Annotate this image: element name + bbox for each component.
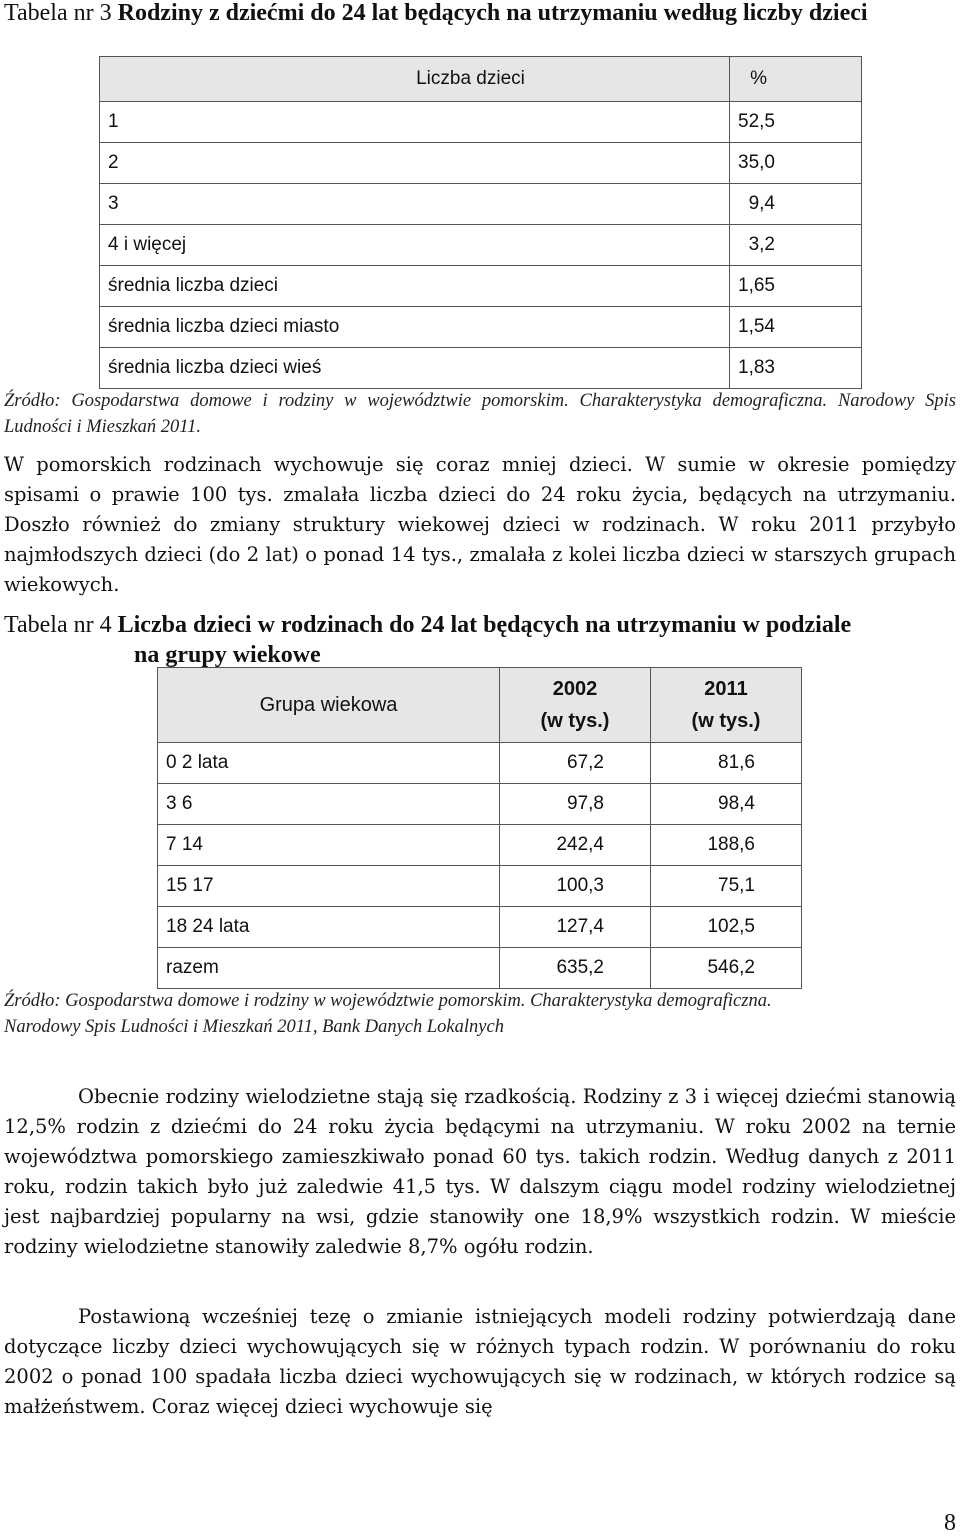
table-row xyxy=(100,266,862,307)
paragraph-3-text: Postawioną wcześniej tezę o zmianie istniejących modeli rodziny potwierdzają dane dotyczące liczby dzieci wychowujących się w różnych typach rodzin. W porównaniu do roku 2002 o ponad 100 spadała liczba dzieci wychowujących się w rodzinach, w których rodzice są małżeństwem. Coraz więcej dzieci wychowuje się xyxy=(4,1305,956,1418)
table3-header-percent: % xyxy=(730,57,862,102)
table-cell: 2 xyxy=(100,143,730,184)
table-row xyxy=(100,307,862,348)
table-cell: 97,8 xyxy=(500,784,651,825)
table4-header-group: Grupa wiekowa xyxy=(158,668,500,743)
table-row xyxy=(100,348,862,389)
paragraph-2-text: Obecnie rodziny wielodzietne stają się rzadkością. Rodziny z 3 i więcej dziećmi stanowią 12,5% rodzin z dziećmi do 24 roku życia będącymi na utrzymaniu. W roku 2002 na ternie województwa pomorskiego zamieszkiwało ponad 60 tys. takich rodzin. Według danych z 2011 roku, rodzin takich było już zaledwie 41,5 tys. W dalszym ciągu model rodziny wielodzietnej jest najbardziej popularny na wsi, gdzie stanowiły one 18,9% wszystkich rodzin. W mieście rodziny wielodzietne stanowiły zaledwie 8,7% ogółu rodzin. xyxy=(4,1085,956,1258)
table-cell: 1,83 xyxy=(730,348,862,389)
year-label: 2011 xyxy=(704,678,748,700)
paragraph-3 xyxy=(4,1302,956,1422)
table-cell: 15 17 xyxy=(158,866,500,907)
table-cell: 7 14 xyxy=(158,825,500,866)
table4-caption-prefix: Tabela nr 4 xyxy=(4,612,118,638)
unit-label: (w tys.) xyxy=(540,710,610,732)
table-row xyxy=(158,825,802,866)
unit-label: (w tys.) xyxy=(691,710,761,732)
table-cell: 102,5 xyxy=(651,907,802,948)
table-cell: 1 xyxy=(100,102,730,143)
table-row xyxy=(158,743,802,784)
table-row xyxy=(158,907,802,948)
table3-source: Źródło: Gospodarstwa domowe i rodziny w województwie pomorskim. Charakterystyka demograficzna. Narodowy Spis Ludności i Mieszkań 2011. xyxy=(4,391,956,437)
paragraph-1: W pomorskich rodzinach wychowuje się coraz mniej dzieci. W sumie w okresie pomiędzy spisami o prawie 100 tys. zmalała liczba dzieci do 24 roku życia, będących na utrzymaniu. Doszło również do zmiany struktury wiekowej dzieci w rodzinach. W roku 2011 przybyło najmłodszych dzieci (do 2 lat) o ponad 14 tys., zmalała z kolei liczba dzieci w starszych grupach wiekowych. xyxy=(4,453,956,596)
table-cell: 35,0 xyxy=(730,143,862,184)
table-cell: 52,5 xyxy=(730,102,862,143)
table-cell: średnia liczba dzieci miasto xyxy=(100,307,730,348)
table3-header-count: Liczba dzieci xyxy=(100,57,730,102)
table-cell: 3 xyxy=(100,184,730,225)
table3-caption-prefix: Tabela nr 3 xyxy=(4,0,118,26)
table4-source-line1: Źródło: Gospodarstwa domowe i rodziny w województwie pomorskim. Charakterystyka demograficzna. xyxy=(4,991,772,1011)
table4-caption-title-line2: na grupy wiekowe xyxy=(134,642,321,668)
table-cell: 18 24 lata xyxy=(158,907,500,948)
table-cell: średnia liczba dzieci wieś xyxy=(100,348,730,389)
table3-caption xyxy=(4,0,956,29)
table-row xyxy=(100,225,862,266)
table4-caption xyxy=(4,610,956,641)
table3 xyxy=(99,56,862,389)
table4-header-2002 xyxy=(500,668,651,743)
table-row xyxy=(100,143,862,184)
table-cell: razem xyxy=(158,948,500,989)
table-cell: 1,65 xyxy=(730,266,862,307)
table-cell: średnia liczba dzieci xyxy=(100,266,730,307)
table-cell: 67,2 xyxy=(500,743,651,784)
table-cell: 75,1 xyxy=(651,866,802,907)
table-cell: 546,2 xyxy=(651,948,802,989)
table-cell: 4 i więcej xyxy=(100,225,730,266)
table3-caption-title: Rodziny z dziećmi do 24 lat będących na utrzymaniu według liczby dzieci xyxy=(117,0,868,26)
page-number: 8 xyxy=(944,1510,956,1536)
table-cell: 3,2 xyxy=(730,225,862,266)
table-row xyxy=(100,102,862,143)
table-cell: 9,4 xyxy=(730,184,862,225)
table4-header-row xyxy=(158,668,802,743)
table-cell: 242,4 xyxy=(500,825,651,866)
year-label: 2002 xyxy=(552,678,598,700)
table-cell: 0 2 lata xyxy=(158,743,500,784)
table-cell: 188,6 xyxy=(651,825,802,866)
paragraph-2 xyxy=(4,1082,956,1262)
table-row xyxy=(158,948,802,989)
table-cell: 127,4 xyxy=(500,907,651,948)
table-cell: 1,54 xyxy=(730,307,862,348)
table4 xyxy=(157,667,802,989)
table-cell: 98,4 xyxy=(651,784,802,825)
table-cell: 635,2 xyxy=(500,948,651,989)
table3-header-row xyxy=(100,57,862,102)
table4-source-line2: Narodowy Spis Ludności i Mieszkań 2011, Bank Danych Lokalnych xyxy=(4,1017,504,1037)
table4-header-2011 xyxy=(651,668,802,743)
table-cell: 81,6 xyxy=(651,743,802,784)
table-cell: 3 6 xyxy=(158,784,500,825)
table-cell: 100,3 xyxy=(500,866,651,907)
table-row xyxy=(158,784,802,825)
table4-caption-title: Liczba dzieci w rodzinach do 24 lat będących na utrzymaniu w podziale xyxy=(117,612,852,638)
table-row xyxy=(158,866,802,907)
table-row xyxy=(100,184,862,225)
